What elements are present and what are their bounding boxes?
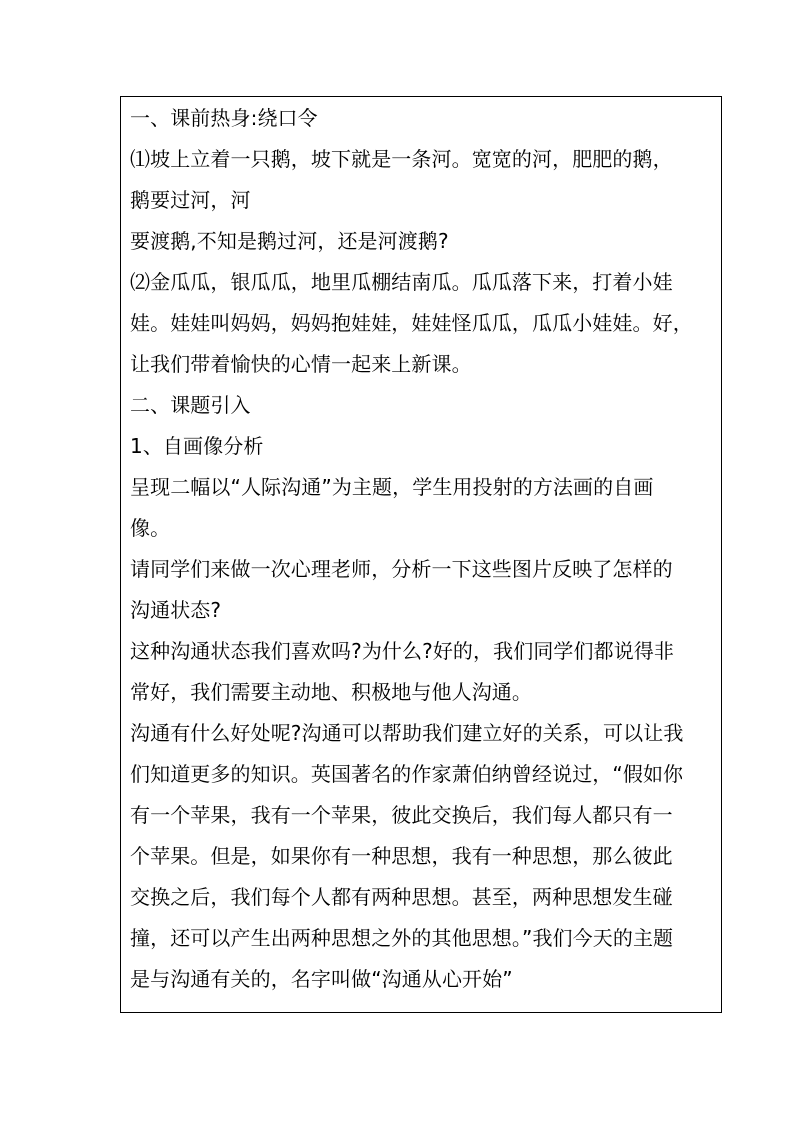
paragraph-line: 像。 xyxy=(130,516,171,540)
paragraph-line: 常好，我们需要主动地、积极地与他人沟通。 xyxy=(130,680,532,704)
tongue-twister-1-line: 鹅要过河，河 xyxy=(130,188,251,212)
tongue-twister-2-line: ⑵金瓜瓜，银瓜瓜，地里瓜棚结南瓜。瓜瓜落下来，打着小娃 xyxy=(130,270,673,294)
tongue-twister-1-line: 要渡鹅,不知是鹅过河，还是河渡鹅? xyxy=(130,229,449,253)
paragraph-line: 沟通状态? xyxy=(130,598,222,622)
tongue-twister-2-line: 让我们带着愉快的心情一起来上新课。 xyxy=(130,352,472,376)
paragraph-line: 请同学们来做一次心理老师，分析一下这些图片反映了怎样的 xyxy=(130,557,673,581)
paragraph-line: 们知道更多的知识。英国著名的作家萧伯纳曾经说过，“假如你 xyxy=(130,762,684,786)
section-heading-warmup: 一、课前热身:绕口令 xyxy=(130,106,318,130)
paragraph-line: 是与沟通有关的，名字叫做“沟通从心开始” xyxy=(130,967,513,991)
paragraph-line: 这种沟通状态我们喜欢吗?为什么?好的，我们同学们都说得非 xyxy=(130,639,675,663)
section-heading-introduction: 二、课题引入 xyxy=(130,393,251,417)
document-body xyxy=(130,98,718,1000)
subheading-self-portrait: 1、自画像分析 xyxy=(130,434,264,458)
tongue-twister-2-line: 娃。娃娃叫妈妈，妈妈抱娃娃，娃娃怪瓜瓜，瓜瓜小娃娃。好， xyxy=(130,311,693,335)
paragraph-line: 呈现二幅以“人际沟通”为主题，学生用投射的方法画的自画 xyxy=(130,475,654,499)
paragraph-line: 撞，还可以产生出两种思想之外的其他思想。”我们今天的主题 xyxy=(130,926,674,950)
paragraph-line: 个苹果。但是，如果你有一种思想，我有一种思想，那么彼此 xyxy=(130,844,673,868)
paragraph-line: 沟通有什么好处呢?沟通可以帮助我们建立好的关系，可以让我 xyxy=(130,721,684,745)
tongue-twister-1-line: ⑴坡上立着一只鹅，坡下就是一条河。宽宽的河，肥肥的鹅， xyxy=(130,147,673,171)
paragraph-line: 交换之后，我们每个人都有两种思想。甚至，两种思想发生碰 xyxy=(130,885,673,909)
paragraph-line: 有一个苹果，我有一个苹果，彼此交换后，我们每人都只有一 xyxy=(130,803,673,827)
